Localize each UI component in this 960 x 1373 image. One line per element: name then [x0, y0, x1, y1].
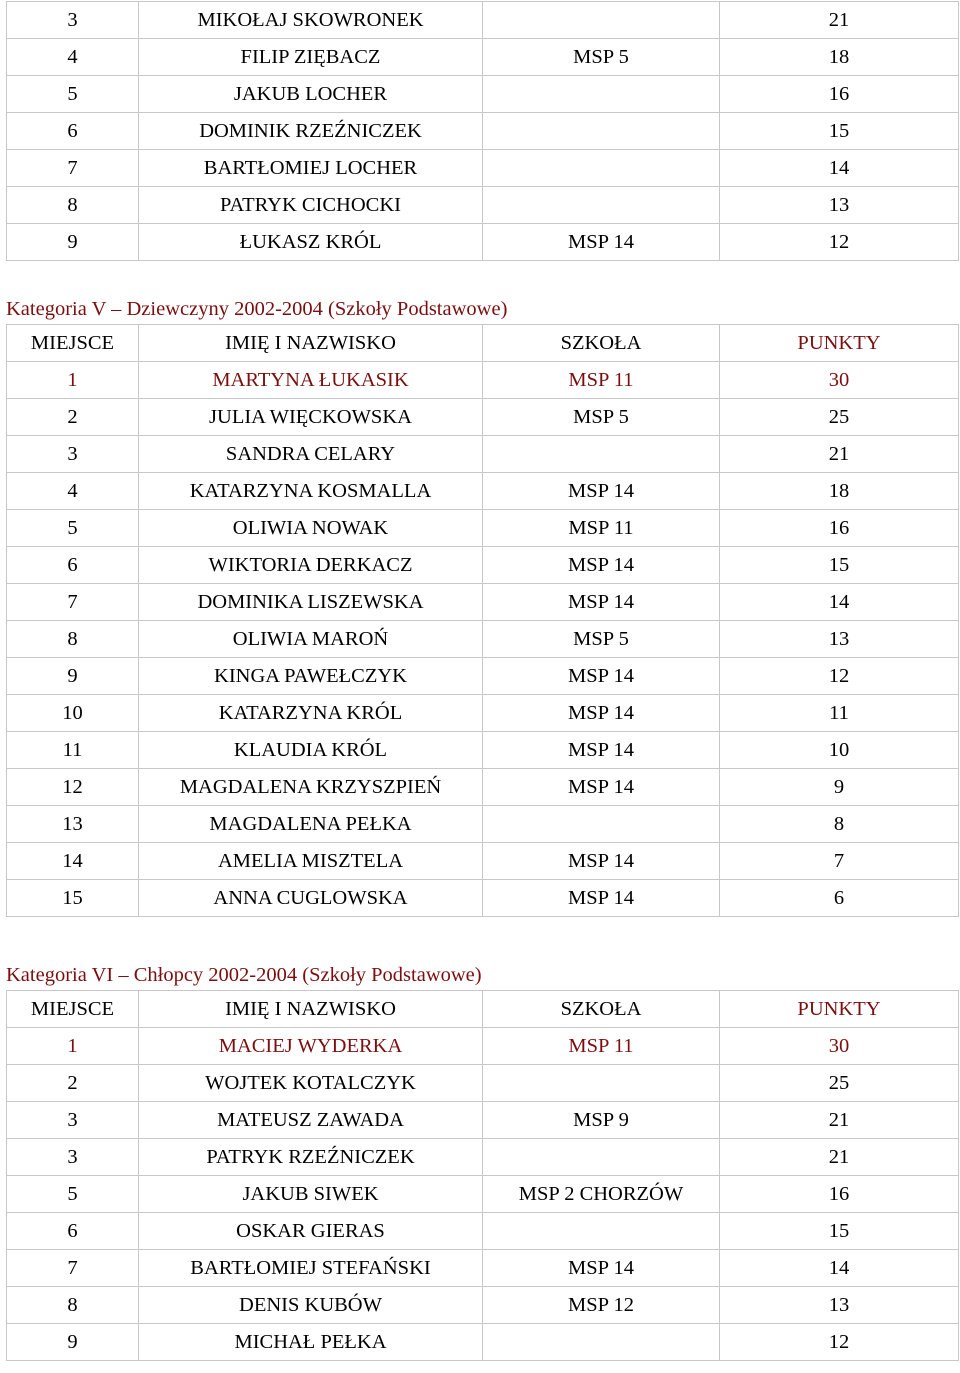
- points-cell: 14: [720, 1250, 959, 1287]
- results-table-top: [6, 1, 959, 261]
- school-cell: [483, 150, 720, 187]
- school-cell: MSP 11: [483, 362, 720, 399]
- name-cell: BARTŁOMIEJ STEFAŃSKI: [139, 1250, 483, 1287]
- school-cell: [483, 2, 720, 39]
- header-name: IMIĘ I NAZWISKO: [139, 991, 483, 1028]
- points-cell: 25: [720, 399, 959, 436]
- place-cell: 12: [7, 769, 139, 806]
- place-cell: 5: [7, 1176, 139, 1213]
- name-cell: JAKUB LOCHER: [139, 76, 483, 113]
- table-row: [7, 1176, 959, 1213]
- points-cell: 30: [720, 362, 959, 399]
- school-cell: MSP 14: [483, 547, 720, 584]
- place-cell: 6: [7, 547, 139, 584]
- table-row: [7, 150, 959, 187]
- school-cell: MSP 14: [483, 732, 720, 769]
- name-cell: KINGA PAWEŁCZYK: [139, 658, 483, 695]
- points-cell: 7: [720, 843, 959, 880]
- place-cell: 7: [7, 150, 139, 187]
- place-cell: 3: [7, 2, 139, 39]
- points-cell: 16: [720, 76, 959, 113]
- header-place: MIEJSCE: [7, 325, 139, 362]
- table-row: [7, 695, 959, 732]
- points-cell: 6: [720, 880, 959, 917]
- category-vi-title: Kategoria VI – Chłopcy 2002-2004 (Szkoły Podstawowe): [6, 964, 482, 986]
- table-row: [7, 473, 959, 510]
- school-cell: MSP 14: [483, 880, 720, 917]
- name-cell: MICHAŁ PEŁKA: [139, 1324, 483, 1361]
- school-cell: [483, 1139, 720, 1176]
- table-row: [7, 1287, 959, 1324]
- place-cell: 3: [7, 1139, 139, 1176]
- results-table-category-vi: [6, 990, 959, 1361]
- place-cell: 2: [7, 399, 139, 436]
- header-school: SZKOŁA: [483, 991, 720, 1028]
- table-row: [7, 1102, 959, 1139]
- name-cell: SANDRA CELARY: [139, 436, 483, 473]
- name-cell: DOMINIK RZEŹNICZEK: [139, 113, 483, 150]
- place-cell: 10: [7, 695, 139, 732]
- name-cell: ŁUKASZ KRÓL: [139, 224, 483, 261]
- name-cell: BARTŁOMIEJ LOCHER: [139, 150, 483, 187]
- school-cell: [483, 436, 720, 473]
- table-row: [7, 224, 959, 261]
- school-cell: MSP 14: [483, 584, 720, 621]
- school-cell: MSP 14: [483, 695, 720, 732]
- name-cell: MARTYNA ŁUKASIK: [139, 362, 483, 399]
- header-points: PUNKTY: [720, 325, 959, 362]
- name-cell: KATARZYNA KRÓL: [139, 695, 483, 732]
- school-cell: MSP 14: [483, 843, 720, 880]
- table-row: [7, 880, 959, 917]
- school-cell: [483, 1065, 720, 1102]
- table-row: [7, 806, 959, 843]
- points-cell: 18: [720, 473, 959, 510]
- points-cell: 15: [720, 547, 959, 584]
- place-cell: 7: [7, 1250, 139, 1287]
- table-row: [7, 1213, 959, 1250]
- table-row: [7, 843, 959, 880]
- school-cell: MSP 14: [483, 224, 720, 261]
- place-cell: 9: [7, 1324, 139, 1361]
- school-cell: [483, 113, 720, 150]
- place-cell: 6: [7, 113, 139, 150]
- school-cell: [483, 76, 720, 113]
- table-row: [7, 2, 959, 39]
- place-cell: 2: [7, 1065, 139, 1102]
- name-cell: OLIWIA NOWAK: [139, 510, 483, 547]
- place-cell: 8: [7, 187, 139, 224]
- name-cell: OSKAR GIERAS: [139, 1213, 483, 1250]
- table-row: [7, 1065, 959, 1102]
- header-school: SZKOŁA: [483, 325, 720, 362]
- name-cell: DOMINIKA LISZEWSKA: [139, 584, 483, 621]
- points-cell: 13: [720, 1287, 959, 1324]
- name-cell: MIKOŁAJ SKOWRONEK: [139, 2, 483, 39]
- table-row: [7, 436, 959, 473]
- results-table-category-v: [6, 324, 959, 917]
- points-cell: 18: [720, 39, 959, 76]
- table-row: [7, 187, 959, 224]
- table-header-row: [7, 325, 959, 362]
- table-row: [7, 769, 959, 806]
- place-cell: 3: [7, 436, 139, 473]
- points-cell: 21: [720, 1139, 959, 1176]
- place-cell: 15: [7, 880, 139, 917]
- table-row: [7, 1250, 959, 1287]
- table-row: [7, 1139, 959, 1176]
- place-cell: 13: [7, 806, 139, 843]
- place-cell: 9: [7, 224, 139, 261]
- points-cell: 12: [720, 658, 959, 695]
- points-cell: 11: [720, 695, 959, 732]
- name-cell: ANNA CUGLOWSKA: [139, 880, 483, 917]
- place-cell: 3: [7, 1102, 139, 1139]
- place-cell: 1: [7, 1028, 139, 1065]
- name-cell: OLIWIA MAROŃ: [139, 621, 483, 658]
- points-cell: 14: [720, 150, 959, 187]
- table-row: [7, 584, 959, 621]
- table-row-winner: [7, 362, 959, 399]
- table-row: [7, 399, 959, 436]
- points-cell: 12: [720, 224, 959, 261]
- school-cell: MSP 14: [483, 658, 720, 695]
- table-row: [7, 76, 959, 113]
- name-cell: PATRYK RZEŹNICZEK: [139, 1139, 483, 1176]
- school-cell: MSP 14: [483, 769, 720, 806]
- school-cell: MSP 5: [483, 399, 720, 436]
- place-cell: 8: [7, 621, 139, 658]
- school-cell: MSP 14: [483, 473, 720, 510]
- name-cell: MACIEJ WYDERKA: [139, 1028, 483, 1065]
- points-cell: 15: [720, 113, 959, 150]
- table-row: [7, 621, 959, 658]
- table-row: [7, 113, 959, 150]
- points-cell: 21: [720, 1102, 959, 1139]
- place-cell: 14: [7, 843, 139, 880]
- header-points: PUNKTY: [720, 991, 959, 1028]
- points-cell: 16: [720, 1176, 959, 1213]
- name-cell: WIKTORIA DERKACZ: [139, 547, 483, 584]
- school-cell: MSP 11: [483, 1028, 720, 1065]
- school-cell: [483, 1213, 720, 1250]
- name-cell: WOJTEK KOTALCZYK: [139, 1065, 483, 1102]
- place-cell: 4: [7, 39, 139, 76]
- table-row: [7, 1324, 959, 1361]
- name-cell: KLAUDIA KRÓL: [139, 732, 483, 769]
- category-v-title: Kategoria V – Dziewczyny 2002-2004 (Szkoły Podstawowe): [6, 298, 508, 320]
- points-cell: 9: [720, 769, 959, 806]
- points-cell: 13: [720, 621, 959, 658]
- school-cell: MSP 11: [483, 510, 720, 547]
- name-cell: MAGDALENA PEŁKA: [139, 806, 483, 843]
- points-cell: 30: [720, 1028, 959, 1065]
- place-cell: 4: [7, 473, 139, 510]
- school-cell: MSP 12: [483, 1287, 720, 1324]
- place-cell: 9: [7, 658, 139, 695]
- points-cell: 21: [720, 436, 959, 473]
- school-cell: MSP 5: [483, 621, 720, 658]
- name-cell: JULIA WIĘCKOWSKA: [139, 399, 483, 436]
- points-cell: 12: [720, 1324, 959, 1361]
- header-place: MIEJSCE: [7, 991, 139, 1028]
- place-cell: 6: [7, 1213, 139, 1250]
- table-row: [7, 658, 959, 695]
- header-name: IMIĘ I NAZWISKO: [139, 325, 483, 362]
- table-header-row: [7, 991, 959, 1028]
- table-row-winner: [7, 1028, 959, 1065]
- name-cell: FILIP ZIĘBACZ: [139, 39, 483, 76]
- name-cell: DENIS KUBÓW: [139, 1287, 483, 1324]
- school-cell: MSP 14: [483, 1250, 720, 1287]
- school-cell: [483, 1324, 720, 1361]
- points-cell: 15: [720, 1213, 959, 1250]
- points-cell: 10: [720, 732, 959, 769]
- table-row: [7, 547, 959, 584]
- name-cell: JAKUB SIWEK: [139, 1176, 483, 1213]
- points-cell: 25: [720, 1065, 959, 1102]
- table-row: [7, 510, 959, 547]
- points-cell: 21: [720, 2, 959, 39]
- place-cell: 7: [7, 584, 139, 621]
- name-cell: MATEUSZ ZAWADA: [139, 1102, 483, 1139]
- points-cell: 14: [720, 584, 959, 621]
- place-cell: 5: [7, 76, 139, 113]
- name-cell: AMELIA MISZTELA: [139, 843, 483, 880]
- place-cell: 8: [7, 1287, 139, 1324]
- school-cell: [483, 187, 720, 224]
- school-cell: [483, 806, 720, 843]
- table-row: [7, 732, 959, 769]
- name-cell: PATRYK CICHOCKI: [139, 187, 483, 224]
- school-cell: MSP 9: [483, 1102, 720, 1139]
- school-cell: MSP 2 CHORZÓW: [483, 1176, 720, 1213]
- school-cell: MSP 5: [483, 39, 720, 76]
- name-cell: MAGDALENA KRZYSZPIEŃ: [139, 769, 483, 806]
- points-cell: 16: [720, 510, 959, 547]
- table-row: [7, 39, 959, 76]
- points-cell: 8: [720, 806, 959, 843]
- place-cell: 1: [7, 362, 139, 399]
- place-cell: 5: [7, 510, 139, 547]
- name-cell: KATARZYNA KOSMALLA: [139, 473, 483, 510]
- points-cell: 13: [720, 187, 959, 224]
- place-cell: 11: [7, 732, 139, 769]
